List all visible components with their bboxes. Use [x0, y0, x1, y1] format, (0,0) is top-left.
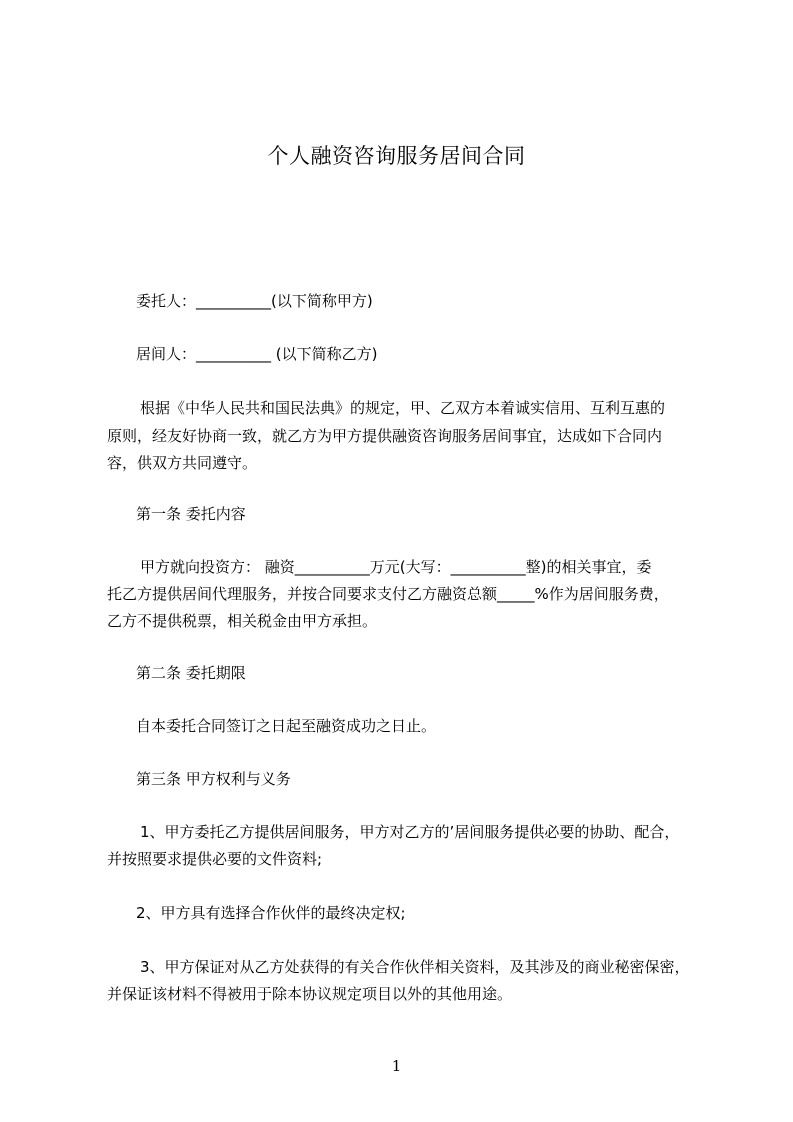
article-3-item-line: 3、甲方保证对从乙方处获得的有关合作伙伴相关资料，及其涉及的商业秘密保密， — [140, 958, 690, 976]
broker-party-line: 居间人：__________ (以下简称乙方) — [136, 345, 378, 363]
article-3-heading: 第三条 甲方权利与义务 — [136, 770, 291, 788]
article-3-item-line: 1、甲方委托乙方提供居间服务，甲方对乙方的’居间服务提供必要的协助、配合， — [140, 823, 680, 841]
preamble-line: 原则，经友好协商一致，就乙方为甲方提供融资咨询服务居间事宜，达成如下合同内 — [107, 427, 663, 445]
preamble-line: 根据《中华人民共和国民法典》的规定，甲、乙双方本着诚实信用、互利互惠的 — [140, 399, 666, 417]
article-2-heading: 第二条 委托期限 — [136, 664, 246, 682]
client-party-line: 委托人：__________(以下简称甲方) — [136, 292, 373, 310]
article-1-heading: 第一条 委托内容 — [136, 505, 246, 523]
article-3-item-line: 并保证该材料不得被用于除本协议规定项目以外的其他用途。 — [107, 985, 513, 1003]
article-1-line: 甲方就向投资方： 融资__________万元(大写：__________整)的相关事宜，委 — [140, 558, 652, 576]
article-1-line: 托乙方提供居间代理服务，并按合同要求支付乙方融资总额_____%作为居间服务费， — [107, 585, 669, 603]
article-1-line: 乙方不提供税票，相关税金由甲方承担。 — [107, 612, 378, 630]
preamble-line: 容，供双方共同遵守。 — [107, 454, 258, 472]
article-2-line: 自本委托合同签订之日起至融资成功之日止。 — [136, 717, 437, 735]
article-3-item-line: 2、甲方具有选择合作伙伴的最终决定权; — [136, 904, 406, 922]
page-number: 1 — [391, 1057, 402, 1075]
article-3-item-line: 并按照要求提供必要的文件资料; — [107, 850, 323, 868]
document-title: 个人融资咨询服务居间合同 — [267, 144, 526, 168]
